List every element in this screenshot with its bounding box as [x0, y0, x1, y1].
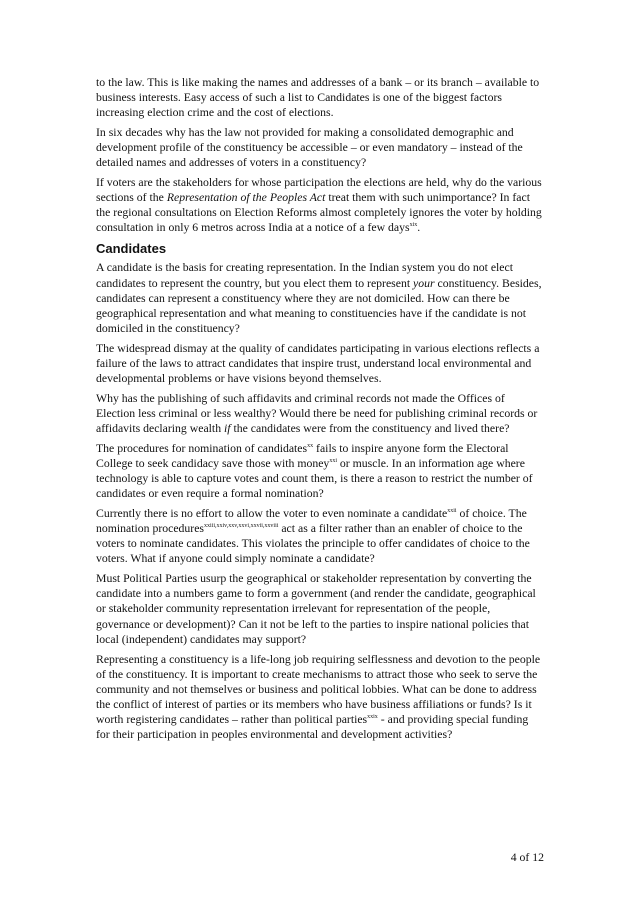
paragraph: [96, 75, 544, 120]
paragraph: [96, 341, 544, 386]
text-run: constituency. Besides, candidates can represent a constituency where they are not domiciled. How can there be geographical representation and what meaning to constituencies have if the candidate is not domiciled in the constituency?: [96, 276, 542, 335]
paragraph: [96, 652, 544, 742]
paragraph: [96, 571, 544, 646]
endnote-marker: xxiii,xxiv,xxv,xxvi,xxvii,xxviii: [204, 523, 279, 530]
text-run: to the law. This is like making the names and addresses of a bank – or its branch – available to business interests. Easy access of such a list to Candidates is one of the biggest factors increasing election crime and the cost of elections.: [96, 76, 540, 120]
act-title: Representation of the Peoples Act: [166, 191, 326, 205]
page-number: 4 of 12: [510, 851, 544, 864]
text-run: The widespread dismay at the quality of candidates participating in various elections reflects a failure of the laws to attract candidates that inspire trust, understand local environmental and developmental problems or have visions beyond themselves.: [96, 341, 540, 385]
endnote-marker: xx: [307, 442, 314, 449]
paragraph: [96, 260, 544, 335]
paragraph: [96, 175, 544, 235]
text-run: Must Political Parties usurp the geographical or stakeholder representation by converting the candidate into a numbers game to form a government (and render the candidate, geographical or stakeholder community representation irrelevant for representation of the people, governance or development)? Can it not be left to the parties to inspire national policies that local (independent) candidates may support?: [96, 572, 536, 646]
paragraph: [96, 506, 544, 566]
endnote-marker: xxix: [367, 713, 378, 720]
text-run: Currently there is no effort to allow the voter to even nominate a candidate: [96, 507, 448, 521]
text-run: .: [417, 221, 421, 235]
text-run: Why has the publishing of such affidavits and criminal records not made the Offices of Election less criminal or less wealthy? Would there be need for publishing criminal records or affidavits declaring wealth: [96, 391, 538, 435]
paragraph: [96, 441, 544, 501]
document-page: [96, 75, 544, 747]
emphasis: your: [413, 276, 435, 290]
text-run: act as a filter rather than an enabler of choice to the voters to nominate candidates. This violates the principle to offer candidates of choice to the voters. What if anyone could simply nominate a candidate?: [96, 522, 530, 566]
endnote-marker: xxi: [329, 458, 337, 465]
paragraph: [96, 391, 544, 436]
text-run: treat them with such unimportance? In fact the regional consultations on Election Reforms almost completely ignores the voter by holding consultation in only 6 metros across India at a notice of a few days: [96, 191, 542, 235]
text-run: In six decades why has the law not provided for making a consolidated demographic and development profile of the constituency be accessible – or even mandatory – instead of the detailed names and addresses of voters in a constituency?: [96, 126, 523, 170]
text-run: of choice. The nomination procedures: [96, 507, 527, 536]
paragraph: [96, 125, 544, 170]
text-run: A candidate is the basis for creating representation. In the Indian system you do not elect candidates to represent the country, but you elect them to represent: [96, 261, 513, 290]
text-run: fails to inspire anyone form the Electoral College to seek candidacy save those with money: [96, 441, 509, 471]
text-run: Representing a constituency is a life-long job requiring selflessness and devotion to the people of the constituency. It is important to create mechanisms to attract those who seek to serve the community and not themselves or business and political lobbies. What can be done to address the conflict of interest of parties or its members who have business affiliations or funds? Is it worth registering candidates – rather than political parties: [96, 652, 541, 726]
emphasis: if: [224, 421, 231, 435]
section-heading: Candidates: [96, 241, 167, 257]
text-run: the candidates were from the constituency and lived there?: [230, 421, 510, 435]
endnote-marker: xxii: [447, 508, 457, 515]
text-run: or muscle. In an information age where technology is able to capture votes and count them, is there a reason to restrict the number of candidates or even require a formal nomination?: [96, 457, 533, 501]
text-run: The procedures for nomination of candidates: [96, 441, 308, 455]
text-run: If voters are the stakeholders for whose participation the elections are held, why do the various sections of the: [96, 176, 542, 205]
text-run: - and providing special funding for their participation in peoples environmental and development activities?: [96, 712, 529, 741]
endnote-marker: xix: [409, 222, 418, 229]
